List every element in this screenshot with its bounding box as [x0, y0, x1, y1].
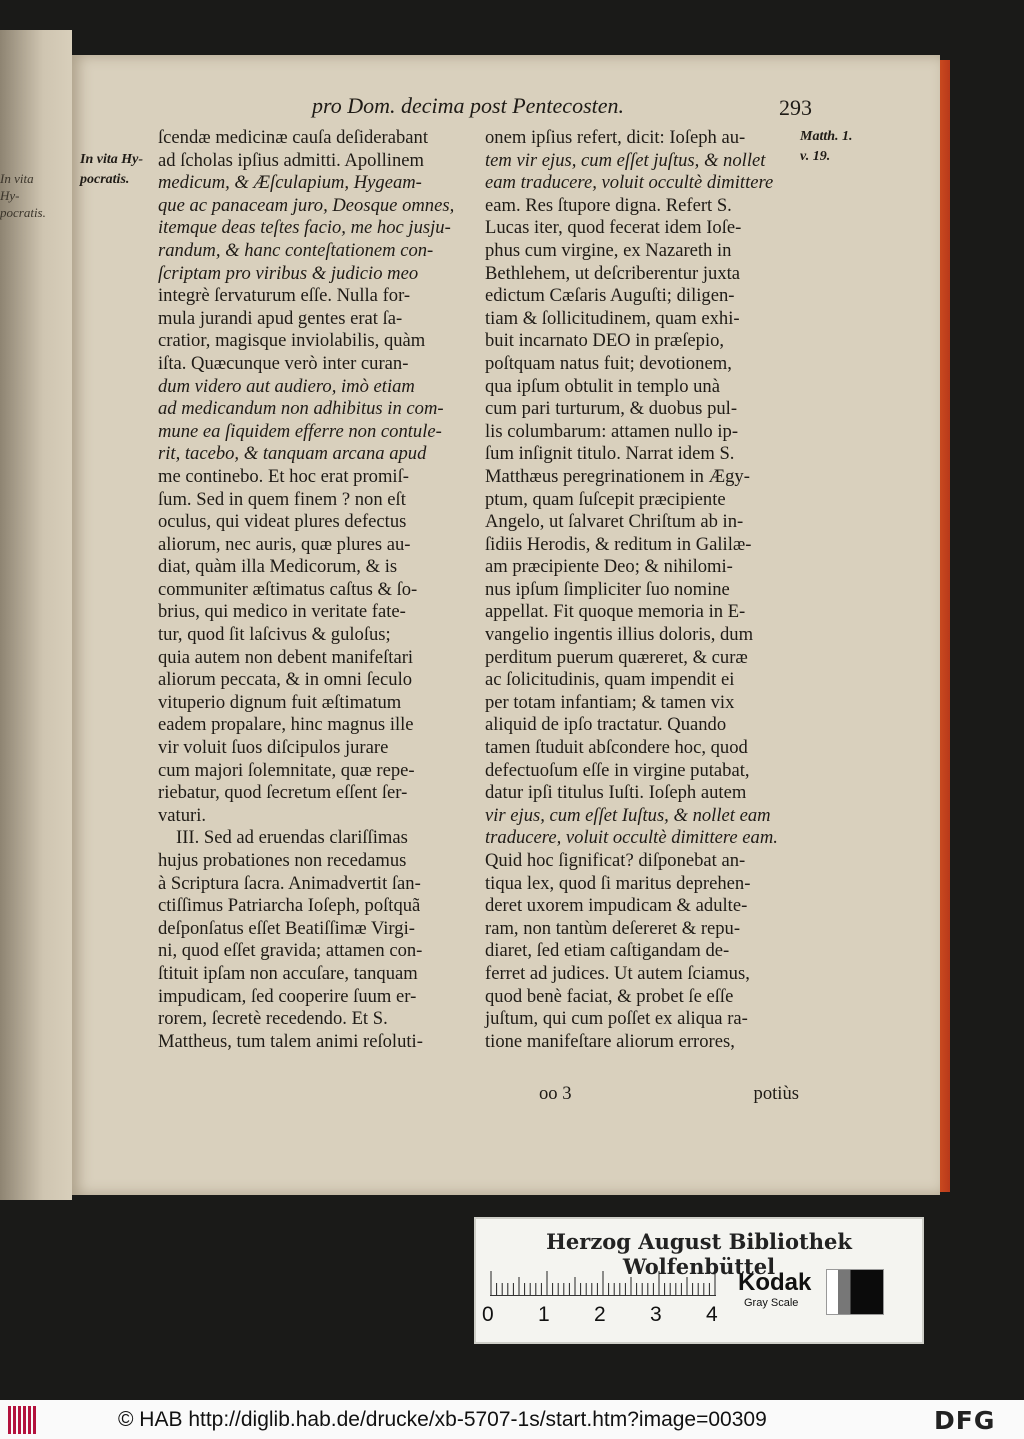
viewer-footer: [0, 1400, 1024, 1439]
text-line: vir ejus, cum eſſet Iuſtus, & nollet eam: [485, 804, 771, 826]
text-line: Mattheus, tum talem animi reſoluti-: [158, 1030, 423, 1052]
text-line: rorem, ſecretè recedendo. Et S.: [158, 1008, 388, 1030]
text-line: brius, qui medico in veritate fate-: [158, 601, 406, 623]
text-line: ſcendæ medicinæ cauſa deſiderabant: [158, 127, 429, 148]
text-line: ſtituit ipſam non accuſare, tanquam: [158, 962, 418, 984]
text-line: ni, quod eſſet gravida; attamen con-: [158, 940, 423, 962]
ruler-number: 1: [538, 1303, 550, 1326]
text-column-left: [158, 127, 468, 1053]
text-line: me continebo. Et hoc erat promiſ-: [158, 465, 409, 487]
text-line: Matthæus peregrinationem in Ægy-: [485, 465, 750, 487]
text-line: vaturi.: [158, 804, 207, 826]
text-line: ram, non tantùm deſereret & repu-: [485, 917, 741, 939]
text-line: tione manifeſtare aliorum errores,: [485, 1030, 735, 1052]
text-line: aliquid de ipſo tractatur. Quando: [485, 714, 727, 736]
text-line: tamen ſtuduit abſcondere hoc, quod: [485, 737, 748, 759]
text-line: aliorum, nec auris, quæ plures au-: [158, 533, 411, 555]
ruler-number: 4: [706, 1303, 718, 1326]
text-line: tiqua lex, quod ſi maritus deprehen-: [485, 872, 751, 894]
red-page-edge: [940, 60, 950, 1192]
text-line: vangelio ingentis illius doloris, dum: [485, 624, 754, 646]
text-line: ſidiis Herodis, & reditum in Galilæ-: [485, 533, 752, 555]
text-line: diat, quàm illa Medicorum, & is: [158, 556, 398, 578]
catchword: potiùs: [753, 1083, 799, 1104]
text-line: ferret ad judices. Ut autem ſciamus,: [485, 962, 750, 984]
text-line: onem ipſius refert, dicit: Ioſeph au-: [485, 127, 746, 148]
text-line: eam. Res ſtupore digna. Refert S.: [485, 194, 732, 216]
text-line: aliorum peccata, & in omni ſeculo: [158, 669, 413, 691]
text-line: Quid hoc ſignificat? diſponebat an-: [485, 850, 746, 871]
previous-page-margin-note: [0, 170, 48, 221]
text-line: randum, & hanc conteſtationem con-: [158, 239, 434, 261]
text-line: poſtquam natus fuit; devotionem,: [485, 352, 732, 374]
text-line: Lucas iter, quod fecerat idem Ioſe-: [485, 217, 742, 239]
text-line: ctiſſimus Patriarcha Ioſeph, poſtquã: [158, 895, 421, 917]
page-number: 293: [779, 95, 812, 120]
ruler-number: 0: [482, 1303, 494, 1326]
text-line: deret uxorem impudicam & adulte-: [485, 895, 748, 917]
text-line: rit, tacebo, & tanquam arcana apud: [158, 443, 427, 465]
text-line: integrè ſervaturum eſſe. Nulla for-: [158, 285, 411, 307]
text-line: nus ipſum ſimpliciter ſuo nomine: [485, 578, 730, 600]
hab-logo-icon: [8, 1406, 38, 1434]
text-line: phus cum virgine, ex Nazareth in: [485, 239, 732, 261]
text-line: diaret, ſed etiam caſtigandam de-: [485, 940, 730, 962]
text-line: vituperio dignum fuit æſtimatum: [158, 691, 402, 713]
text-line: am præcipiente Deo; & nihilomi-: [485, 556, 733, 578]
text-line: buit incarnato DEO in præſepio,: [485, 330, 725, 352]
text-line: eadem propalare, hinc magnus ille: [158, 714, 414, 736]
text-line: cratior, magisque inviolabilis, quàm: [158, 330, 426, 352]
text-line: quia autem non debent manifeſtari: [158, 646, 414, 668]
text-line: appellat. Fit quoque memoria in E-: [485, 601, 746, 623]
margin-note-line: Matth. 1.: [800, 129, 853, 144]
text-line: dum videro aut audiero, imò etiam: [158, 375, 415, 397]
library-name: Herzog August Bibliothek Wolfenbüttel: [546, 1229, 852, 1279]
signature-mark: oo 3: [539, 1083, 572, 1104]
text-line: à Scriptura ſacra. Animadvertit ſan-: [158, 872, 421, 894]
text-line: tem vir ejus, cum eſſet juſtus, & nollet: [485, 149, 766, 171]
text-line: deſponſatus eſſet Beatiſſimæ Virgi-: [158, 917, 415, 939]
text-line: ſum. Sed in quem finem ? non eſt: [158, 488, 406, 510]
text-line: Bethlehem, ut deſcriberentur juxta: [485, 262, 741, 284]
text-line: itemque deas teſtes facio, me hoc jusju-: [158, 217, 451, 239]
ruler: [490, 1271, 716, 1296]
ruler-number: 2: [594, 1303, 606, 1326]
text-line: tiam & ſollicitudinem, quam exhi-: [485, 307, 740, 329]
copyright-link[interactable]: © HAB http://diglib.hab.de/drucke/xb-5707-1s/start.htm?image=00309: [118, 1408, 767, 1431]
ruler-numbers: [482, 1303, 732, 1333]
text-line: defectuoſum eſſe in virgine putabat,: [485, 759, 750, 781]
margin-note-line: In vita Hy-: [80, 152, 143, 167]
text-line: communiter æſtimatus caſtus & ſo-: [158, 578, 418, 600]
text-column-right: [485, 127, 795, 1053]
page-footer-line: [539, 1083, 799, 1105]
text-line: iſta. Quæcunque verò inter curan-: [158, 352, 409, 374]
text-line: mune ea ſiquidem efferre non contule-: [158, 420, 442, 442]
text-line: quod benè faciat, & probet ſe eſſe: [485, 985, 734, 1007]
book-page: [72, 55, 940, 1195]
text-line: perditum puerum quæreret, & curæ: [485, 646, 748, 668]
gray-scale-caption: Gray Scale: [744, 1297, 799, 1309]
text-line: vir voluit ſuos diſcipulos jurare: [158, 737, 389, 759]
text-line: III. Sed ad eruendas clariſſimas: [176, 827, 408, 849]
text-line: juſtum, qui cum poſſet ex aliqua ra-: [485, 1008, 748, 1030]
text-line: ptum, quam ſuſcepit præcipiente: [485, 488, 726, 510]
text-line: riebatur, quod ſecretum eſſent ſer-: [158, 782, 408, 804]
kodak-logo: Kodak: [738, 1269, 812, 1296]
text-line: Angelo, ut ſalvaret Chriſtum ab in-: [485, 511, 744, 533]
text-line: qua ipſum obtulit in templo unà: [485, 375, 720, 397]
gray-scale-swatch: [826, 1269, 884, 1315]
previous-page-edge: [0, 30, 72, 1200]
text-line: ad ſcholas ipſius admitti. Apollinem: [158, 149, 424, 171]
text-line: ſcriptam pro viribus & judicio meo: [158, 262, 419, 284]
margin-note-line: In vita Hy-: [0, 171, 34, 203]
text-line: per totam infantiam; & tamen vix: [485, 691, 735, 713]
library-color-chart-label: [474, 1217, 924, 1344]
text-line: datur ipſi titulus Iuſti. Ioſeph autem: [485, 782, 747, 804]
text-line: que ac panaceam juro, Deosque omnes,: [158, 194, 455, 216]
margin-note-right: [800, 127, 870, 167]
text-line: mula jurandi apud gentes erat ſa-: [158, 307, 403, 329]
running-head: pro Dom. decima post Pentecosten.: [312, 93, 625, 118]
text-line: ſum inſignit titulo. Narrat idem S.: [485, 443, 735, 465]
text-line: lis columbarum: attamen nullo ip-: [485, 420, 739, 442]
margin-note-line: pocratis.: [80, 172, 130, 187]
dfg-logo: DFG: [934, 1406, 996, 1435]
text-line: traducere, voluit occultè dimittere eam.: [485, 827, 778, 849]
text-line: hujus probationes non recedamus: [158, 850, 407, 871]
margin-note-left: [80, 150, 158, 190]
text-line: cum majori ſolemnitate, quæ repe-: [158, 759, 415, 781]
text-line: oculus, qui videat plures defectus: [158, 511, 407, 533]
text-line: medicum, & Æſculapium, Hygeam-: [158, 172, 422, 194]
text-line: eam traducere, voluit occultè dimittere: [485, 172, 774, 194]
text-line: cum pari turturum, & duobus pul-: [485, 398, 738, 420]
margin-note-line: v. 19.: [800, 149, 831, 164]
text-line: impudicam, ſed cooperire ſuum er-: [158, 985, 417, 1007]
margin-note-line: pocratis.: [0, 205, 46, 220]
text-line: ac ſolicitudinis, quam impendit ei: [485, 669, 735, 691]
text-line: ad medicandum non adhibitus in com-: [158, 398, 444, 420]
ruler-number: 3: [650, 1303, 662, 1326]
text-line: edictum Cæſaris Auguſti; diligen-: [485, 285, 735, 307]
text-line: tur, quod ſit laſcivus & guloſus;: [158, 624, 391, 646]
